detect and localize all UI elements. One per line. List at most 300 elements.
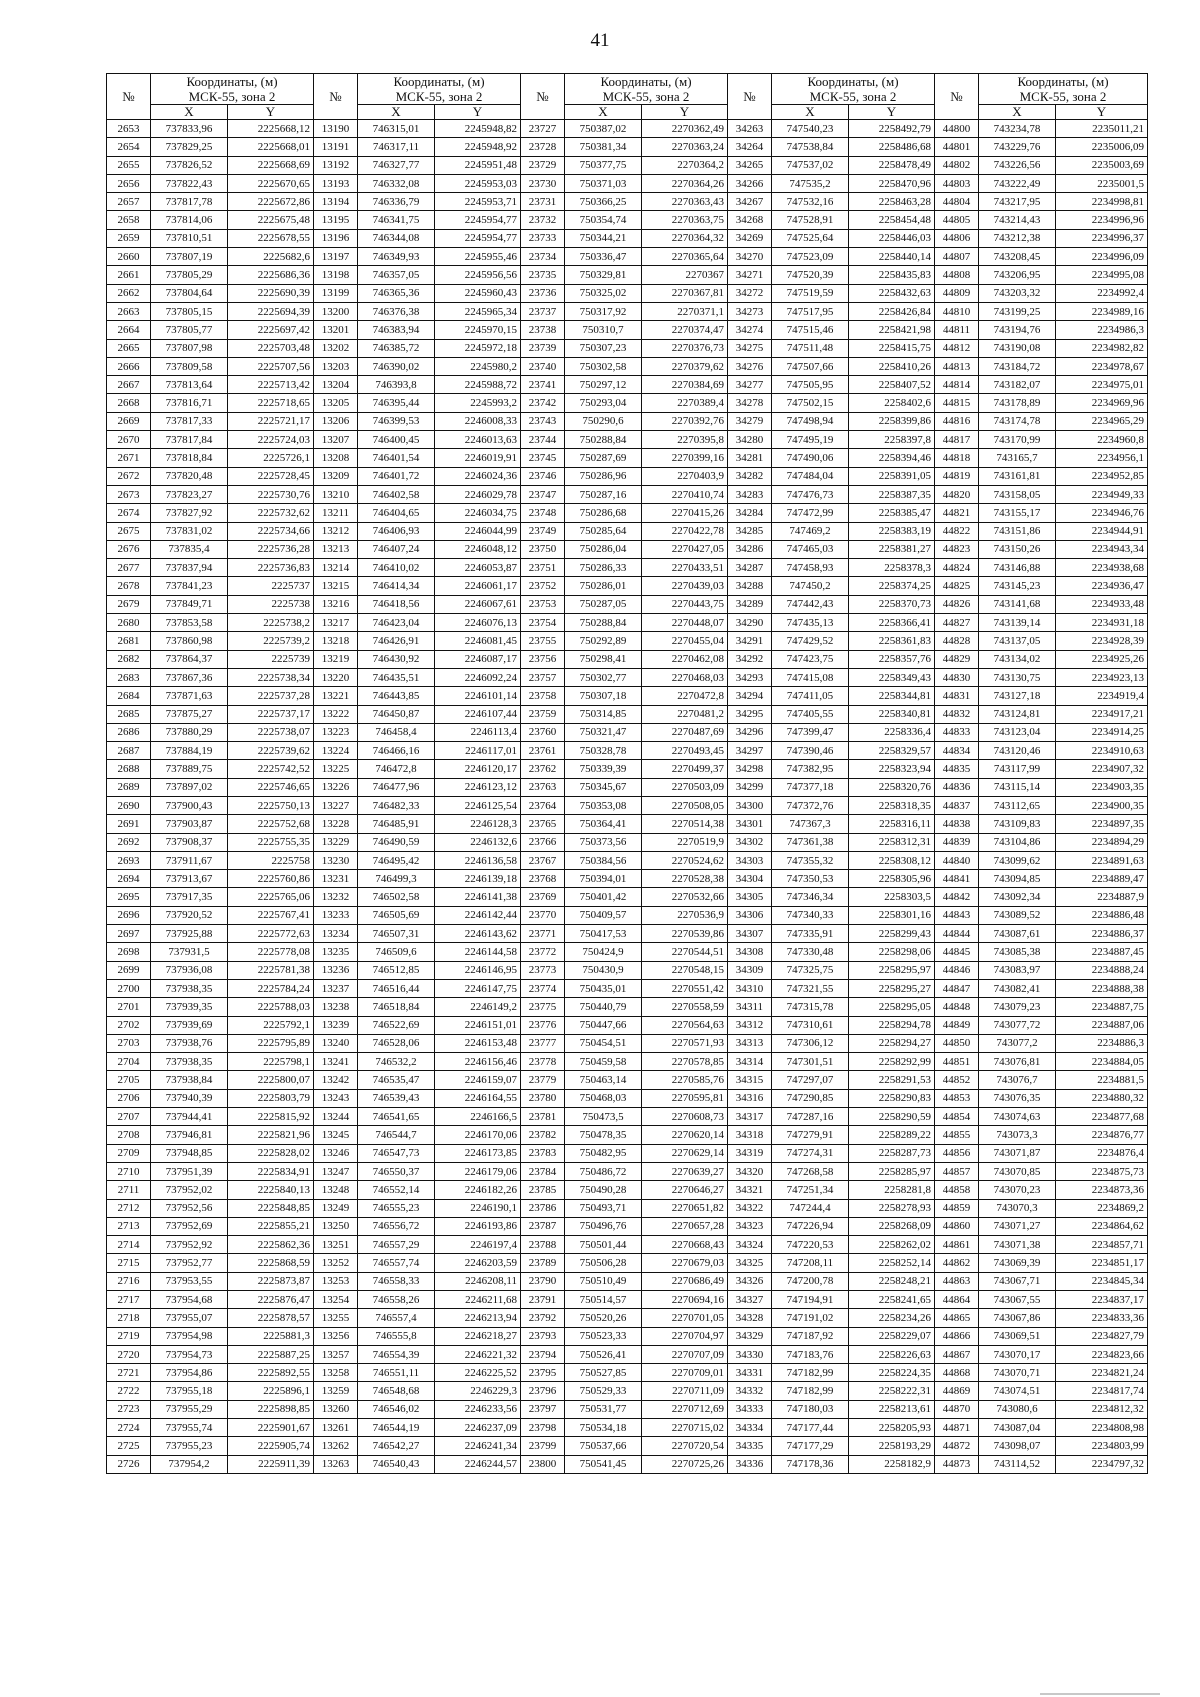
coord-y: 2225734,66 <box>228 522 314 540</box>
point-number: 23785 <box>521 1181 565 1199</box>
header-y-0: Y <box>228 105 314 120</box>
coord-x: 743079,23 <box>979 998 1056 1016</box>
point-number: 13224 <box>314 742 358 760</box>
coord-y: 2258336,4 <box>849 723 935 741</box>
coord-y: 2246128,3 <box>435 815 521 833</box>
point-number: 44817 <box>935 431 979 449</box>
table-row <box>107 376 1148 394</box>
point-number: 34328 <box>728 1309 772 1327</box>
point-number: 13205 <box>314 394 358 412</box>
table-row <box>107 540 1148 558</box>
point-number: 2677 <box>107 559 151 577</box>
point-number: 44805 <box>935 211 979 229</box>
point-number: 13232 <box>314 888 358 906</box>
point-number: 44804 <box>935 193 979 211</box>
coord-x: 746505,69 <box>358 906 435 924</box>
coord-y: 2225765,06 <box>228 888 314 906</box>
coord-y: 2234996,96 <box>1056 211 1148 229</box>
point-number: 13219 <box>314 650 358 668</box>
coord-y: 2234978,67 <box>1056 357 1148 375</box>
coord-y: 2225703,48 <box>228 339 314 357</box>
coord-y: 2225737 <box>228 577 314 595</box>
coord-x: 746401,72 <box>358 467 435 485</box>
table-row <box>107 943 1148 961</box>
point-number: 13216 <box>314 595 358 613</box>
coord-y: 2234827,79 <box>1056 1327 1148 1345</box>
coord-y: 2270679,03 <box>642 1254 728 1272</box>
point-number: 44820 <box>935 485 979 503</box>
table-row <box>107 1419 1148 1437</box>
point-number: 13263 <box>314 1455 358 1473</box>
coord-y: 2258435,83 <box>849 266 935 284</box>
coord-y: 2225800,07 <box>228 1071 314 1089</box>
coord-y: 2234969,96 <box>1056 394 1148 412</box>
coord-y: 2258381,27 <box>849 540 935 558</box>
coord-y: 2270725,26 <box>642 1455 728 1473</box>
coord-y: 2246142,44 <box>435 906 521 924</box>
point-number: 44825 <box>935 577 979 595</box>
coord-y: 2258229,07 <box>849 1327 935 1345</box>
point-number: 34331 <box>728 1364 772 1382</box>
coord-x: 743070,3 <box>979 1199 1056 1217</box>
coord-y: 2270468,03 <box>642 668 728 686</box>
coord-x: 743217,95 <box>979 193 1056 211</box>
coord-x: 743076,7 <box>979 1071 1056 1089</box>
point-number: 44806 <box>935 229 979 247</box>
table-row <box>107 998 1148 1016</box>
coord-x: 743112,65 <box>979 796 1056 814</box>
table-row <box>107 961 1148 979</box>
point-number: 2713 <box>107 1217 151 1235</box>
point-number: 2726 <box>107 1455 151 1473</box>
coord-x: 750409,57 <box>565 906 642 924</box>
coord-y: 2225772,63 <box>228 925 314 943</box>
coord-x: 746477,96 <box>358 778 435 796</box>
coord-x: 737952,69 <box>151 1217 228 1235</box>
coord-y: 2246146,95 <box>435 961 521 979</box>
coord-y: 2270551,42 <box>642 979 728 997</box>
point-number: 2691 <box>107 815 151 833</box>
coord-x: 747287,16 <box>772 1108 849 1126</box>
coord-x: 746546,02 <box>358 1400 435 1418</box>
coord-x: 737954,98 <box>151 1327 228 1345</box>
coord-x: 743146,88 <box>979 559 1056 577</box>
point-number: 44857 <box>935 1162 979 1180</box>
point-number: 34312 <box>728 1016 772 1034</box>
coord-x: 747415,08 <box>772 668 849 686</box>
point-number: 2714 <box>107 1236 151 1254</box>
point-number: 44821 <box>935 504 979 522</box>
point-number: 34307 <box>728 925 772 943</box>
header-coords-1 <box>358 74 521 105</box>
coord-x: 746482,33 <box>358 796 435 814</box>
coord-y: 2258446,03 <box>849 229 935 247</box>
coord-y: 2270379,62 <box>642 357 728 375</box>
point-number: 44842 <box>935 888 979 906</box>
point-number: 2665 <box>107 339 151 357</box>
point-number: 34276 <box>728 357 772 375</box>
coord-x: 747251,34 <box>772 1181 849 1199</box>
coord-y: 2225739,62 <box>228 742 314 760</box>
point-number: 2664 <box>107 321 151 339</box>
coord-x: 746385,72 <box>358 339 435 357</box>
coord-x: 737952,77 <box>151 1254 228 1272</box>
point-number: 13240 <box>314 1034 358 1052</box>
coord-y: 2258290,59 <box>849 1108 935 1126</box>
coord-x: 750293,04 <box>565 394 642 412</box>
coord-x: 747495,19 <box>772 431 849 449</box>
coord-x: 743190,08 <box>979 339 1056 357</box>
coord-y: 2270686,49 <box>642 1272 728 1290</box>
coord-x: 747274,31 <box>772 1144 849 1162</box>
coord-x: 737938,84 <box>151 1071 228 1089</box>
coord-x: 750478,35 <box>565 1126 642 1144</box>
coord-x: 750302,58 <box>565 357 642 375</box>
point-number: 13258 <box>314 1364 358 1382</box>
point-number: 44866 <box>935 1327 979 1345</box>
coord-x: 737955,07 <box>151 1309 228 1327</box>
coord-x: 737889,75 <box>151 760 228 778</box>
point-number: 34266 <box>728 174 772 192</box>
coord-y: 2258278,93 <box>849 1199 935 1217</box>
point-number: 23752 <box>521 577 565 595</box>
coord-y: 2245972,18 <box>435 339 521 357</box>
coord-y: 2225670,65 <box>228 174 314 192</box>
coord-y: 2258312,31 <box>849 833 935 851</box>
coord-x: 737939,69 <box>151 1016 228 1034</box>
point-number: 23787 <box>521 1217 565 1235</box>
point-number: 13237 <box>314 979 358 997</box>
point-number: 2658 <box>107 211 151 229</box>
point-number: 23735 <box>521 266 565 284</box>
coord-y: 2234877,68 <box>1056 1108 1148 1126</box>
coord-y: 2234936,47 <box>1056 577 1148 595</box>
point-number: 44809 <box>935 284 979 302</box>
coord-y: 2225713,42 <box>228 376 314 394</box>
point-number: 23750 <box>521 540 565 558</box>
point-number: 23727 <box>521 120 565 138</box>
coord-x: 750459,58 <box>565 1053 642 1071</box>
point-number: 23745 <box>521 449 565 467</box>
coord-x: 743076,35 <box>979 1089 1056 1107</box>
table-row <box>107 650 1148 668</box>
coord-y: 2234864,62 <box>1056 1217 1148 1235</box>
point-number: 2676 <box>107 540 151 558</box>
coord-y: 2234886,3 <box>1056 1034 1148 1052</box>
table-row <box>107 394 1148 412</box>
point-number: 13223 <box>314 723 358 741</box>
coord-x: 750336,47 <box>565 248 642 266</box>
coord-y: 2234821,24 <box>1056 1364 1148 1382</box>
coord-x: 750486,72 <box>565 1162 642 1180</box>
coord-x: 747340,33 <box>772 906 849 924</box>
point-number: 13201 <box>314 321 358 339</box>
point-number: 13213 <box>314 540 358 558</box>
point-number: 23763 <box>521 778 565 796</box>
table-row <box>107 1053 1148 1071</box>
coord-y: 2258486,68 <box>849 138 935 156</box>
coord-y: 2234989,16 <box>1056 302 1148 320</box>
coord-y: 2225784,24 <box>228 979 314 997</box>
coord-y: 2234996,37 <box>1056 229 1148 247</box>
coord-y: 2235011,21 <box>1056 120 1148 138</box>
point-number: 44833 <box>935 723 979 741</box>
point-number: 23742 <box>521 394 565 412</box>
coord-x: 737948,85 <box>151 1144 228 1162</box>
point-number: 34320 <box>728 1162 772 1180</box>
coord-x: 750297,12 <box>565 376 642 394</box>
point-number: 23767 <box>521 851 565 869</box>
table-row <box>107 1089 1148 1107</box>
header-system-label: МСК-55, зона 2 <box>188 89 276 104</box>
coord-x: 750510,49 <box>565 1272 642 1290</box>
coord-x: 743067,55 <box>979 1291 1056 1309</box>
coord-x: 747520,39 <box>772 266 849 284</box>
coord-x: 737955,23 <box>151 1437 228 1455</box>
coord-x: 743073,3 <box>979 1126 1056 1144</box>
point-number: 23760 <box>521 723 565 741</box>
coord-x: 747535,2 <box>772 174 849 192</box>
coord-x: 743155,17 <box>979 504 1056 522</box>
coord-x: 743130,75 <box>979 668 1056 686</box>
point-number: 2699 <box>107 961 151 979</box>
coord-x: 746376,38 <box>358 302 435 320</box>
point-number: 2708 <box>107 1126 151 1144</box>
coord-y: 2270595,81 <box>642 1089 728 1107</box>
coord-x: 743077,72 <box>979 1016 1056 1034</box>
coord-x: 737884,19 <box>151 742 228 760</box>
coord-y: 2270524,62 <box>642 851 728 869</box>
point-number: 23747 <box>521 485 565 503</box>
coord-x: 746542,27 <box>358 1437 435 1455</box>
table-row <box>107 1034 1148 1052</box>
table-row <box>107 1345 1148 1363</box>
coord-x: 747405,55 <box>772 705 849 723</box>
header-number-col-1: № <box>314 74 358 120</box>
coord-x: 747367,3 <box>772 815 849 833</box>
point-number: 13238 <box>314 998 358 1016</box>
scan-edge-mark <box>1040 1693 1160 1695</box>
coord-y: 2258407,52 <box>849 376 935 394</box>
coord-x: 747484,04 <box>772 467 849 485</box>
coord-x: 747279,91 <box>772 1126 849 1144</box>
point-number: 34311 <box>728 998 772 1016</box>
point-number: 2680 <box>107 614 151 632</box>
point-number: 34325 <box>728 1254 772 1272</box>
point-number: 34300 <box>728 796 772 814</box>
coord-y: 2246008,33 <box>435 412 521 430</box>
coord-x: 750307,18 <box>565 687 642 705</box>
point-number: 34288 <box>728 577 772 595</box>
point-number: 34269 <box>728 229 772 247</box>
point-number: 23759 <box>521 705 565 723</box>
point-number: 23795 <box>521 1364 565 1382</box>
coord-x: 737955,29 <box>151 1400 228 1418</box>
coord-y: 2225672,86 <box>228 193 314 211</box>
coord-x: 750364,41 <box>565 815 642 833</box>
coord-x: 737817,33 <box>151 412 228 430</box>
coord-x: 737805,29 <box>151 266 228 284</box>
coord-x: 737954,86 <box>151 1364 228 1382</box>
point-number: 13206 <box>314 412 358 430</box>
coord-y: 2234888,38 <box>1056 979 1148 997</box>
coord-x: 746357,05 <box>358 266 435 284</box>
coord-y: 2258385,47 <box>849 504 935 522</box>
point-number: 34292 <box>728 650 772 668</box>
coord-x: 750527,85 <box>565 1364 642 1382</box>
point-number: 2695 <box>107 888 151 906</box>
header-coords-label: Координаты, (м) <box>600 74 692 89</box>
coord-x: 750430,9 <box>565 961 642 979</box>
point-number: 34277 <box>728 376 772 394</box>
point-number: 13260 <box>314 1400 358 1418</box>
coord-y: 2270363,43 <box>642 193 728 211</box>
coord-y: 2225721,17 <box>228 412 314 430</box>
coord-x: 750307,23 <box>565 339 642 357</box>
coord-x: 737951,39 <box>151 1162 228 1180</box>
coord-x: 737911,67 <box>151 851 228 869</box>
coord-y: 2258318,35 <box>849 796 935 814</box>
table-row <box>107 248 1148 266</box>
coord-y: 2234917,21 <box>1056 705 1148 723</box>
coord-y: 2246101,14 <box>435 687 521 705</box>
coord-x: 746395,44 <box>358 394 435 412</box>
coord-y: 2246013,63 <box>435 431 521 449</box>
point-number: 34305 <box>728 888 772 906</box>
point-number: 2661 <box>107 266 151 284</box>
point-number: 13254 <box>314 1291 358 1309</box>
point-number: 44863 <box>935 1272 979 1290</box>
point-number: 2690 <box>107 796 151 814</box>
point-number: 44814 <box>935 376 979 394</box>
header-coords-label: Координаты, (м) <box>1017 74 1109 89</box>
point-number: 23731 <box>521 193 565 211</box>
coord-x: 737837,94 <box>151 559 228 577</box>
point-number: 2684 <box>107 687 151 705</box>
coord-x: 746541,65 <box>358 1108 435 1126</box>
coord-x: 743115,14 <box>979 778 1056 796</box>
point-number: 23782 <box>521 1126 565 1144</box>
coord-x: 750287,05 <box>565 595 642 613</box>
point-number: 2674 <box>107 504 151 522</box>
coord-x: 747502,15 <box>772 394 849 412</box>
coord-y: 2258478,49 <box>849 156 935 174</box>
point-number: 2678 <box>107 577 151 595</box>
point-number: 34273 <box>728 302 772 320</box>
coord-y: 2258305,96 <box>849 870 935 888</box>
point-number: 13239 <box>314 1016 358 1034</box>
table-row <box>107 668 1148 686</box>
coord-x: 737955,74 <box>151 1419 228 1437</box>
coord-x: 750541,45 <box>565 1455 642 1473</box>
point-number: 2692 <box>107 833 151 851</box>
coord-x: 747372,76 <box>772 796 849 814</box>
coord-y: 2225758 <box>228 851 314 869</box>
coord-x: 747290,85 <box>772 1089 849 1107</box>
coord-y: 2235001,5 <box>1056 174 1148 192</box>
point-number: 44816 <box>935 412 979 430</box>
coord-x: 737938,35 <box>151 979 228 997</box>
coord-x: 750325,02 <box>565 284 642 302</box>
header-system-label: МСК-55, зона 2 <box>809 89 897 104</box>
point-number: 44838 <box>935 815 979 833</box>
point-number: 2701 <box>107 998 151 1016</box>
coord-x: 746557,4 <box>358 1309 435 1327</box>
point-number: 2662 <box>107 284 151 302</box>
coord-y: 2234943,34 <box>1056 540 1148 558</box>
point-number: 34267 <box>728 193 772 211</box>
coord-x: 743077,2 <box>979 1034 1056 1052</box>
point-number: 34310 <box>728 979 772 997</box>
coord-x: 750287,16 <box>565 485 642 503</box>
point-number: 23775 <box>521 998 565 1016</box>
coord-y: 2258308,12 <box>849 851 935 869</box>
coord-x: 737833,96 <box>151 120 228 138</box>
coord-x: 737813,64 <box>151 376 228 394</box>
point-number: 2694 <box>107 870 151 888</box>
point-number: 23758 <box>521 687 565 705</box>
coord-x: 743067,71 <box>979 1272 1056 1290</box>
coord-x: 737864,37 <box>151 650 228 668</box>
point-number: 34271 <box>728 266 772 284</box>
point-number: 13249 <box>314 1199 358 1217</box>
coord-y: 2246132,6 <box>435 833 521 851</box>
coord-x: 746426,91 <box>358 632 435 650</box>
table-row <box>107 1254 1148 1272</box>
coord-y: 2225737,17 <box>228 705 314 723</box>
coord-x: 746499,3 <box>358 870 435 888</box>
point-number: 23778 <box>521 1053 565 1071</box>
point-number: 13217 <box>314 614 358 632</box>
coord-x: 746490,59 <box>358 833 435 851</box>
coord-x: 747490,06 <box>772 449 849 467</box>
coord-y: 2246170,06 <box>435 1126 521 1144</box>
coord-x: 750482,95 <box>565 1144 642 1162</box>
coord-y: 2234845,34 <box>1056 1272 1148 1290</box>
coord-y: 2246211,68 <box>435 1291 521 1309</box>
coord-y: 2270371,1 <box>642 302 728 320</box>
point-number: 2721 <box>107 1364 151 1382</box>
point-number: 13241 <box>314 1053 358 1071</box>
point-number: 44867 <box>935 1345 979 1363</box>
point-number: 2719 <box>107 1327 151 1345</box>
coord-y: 2258320,76 <box>849 778 935 796</box>
coord-y: 2270399,16 <box>642 449 728 467</box>
coord-x: 737954,73 <box>151 1345 228 1363</box>
point-number: 34293 <box>728 668 772 686</box>
coord-y: 2246136,58 <box>435 851 521 869</box>
coord-y: 2234869,2 <box>1056 1199 1148 1217</box>
coord-x: 743161,81 <box>979 467 1056 485</box>
header-x-1: X <box>358 105 435 120</box>
coord-y: 2246149,2 <box>435 998 521 1016</box>
point-number: 23776 <box>521 1016 565 1034</box>
coord-y: 2234982,82 <box>1056 339 1148 357</box>
header-system-label: МСК-55, зона 2 <box>395 89 483 104</box>
coord-x: 747244,4 <box>772 1199 849 1217</box>
coord-y: 2225736,28 <box>228 540 314 558</box>
coord-y: 2270365,64 <box>642 248 728 266</box>
coord-x: 737952,02 <box>151 1181 228 1199</box>
coord-x: 746544,19 <box>358 1419 435 1437</box>
table-row <box>107 906 1148 924</box>
coord-x: 743083,97 <box>979 961 1056 979</box>
point-number: 13204 <box>314 376 358 394</box>
point-number: 13233 <box>314 906 358 924</box>
point-number: 34297 <box>728 742 772 760</box>
coord-x: 743070,17 <box>979 1345 1056 1363</box>
coord-x: 737805,15 <box>151 302 228 320</box>
